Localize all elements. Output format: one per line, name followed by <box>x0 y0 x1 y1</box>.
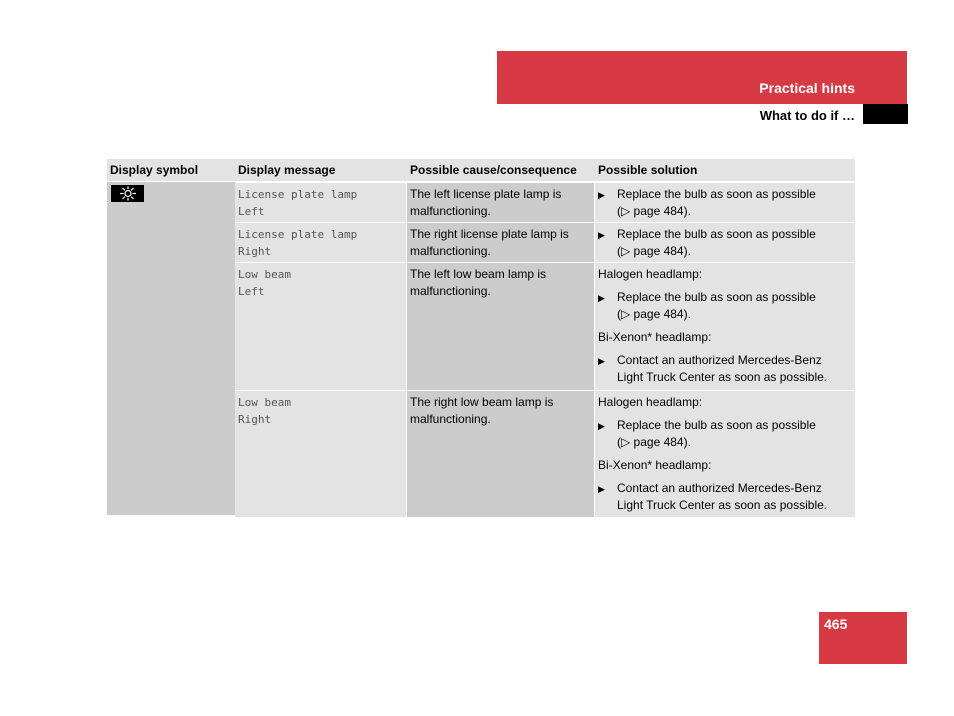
table-row <box>235 390 855 517</box>
page-reference: (▷ page 484). <box>617 307 691 321</box>
xenon-label: Bi-Xenon* headlamp: <box>598 330 712 344</box>
halogen-label: Halogen headlamp: <box>598 395 703 409</box>
xenon-label: Bi-Xenon* headlamp: <box>598 458 712 472</box>
solution-cell <box>595 263 855 390</box>
bullet-arrow-icon: ▶ <box>598 230 605 240</box>
section-tab-marker <box>863 104 908 124</box>
table-header-row <box>107 159 855 181</box>
column-header: Display message <box>235 159 407 181</box>
solution-bullet: ▶ Replace the bulb as soon as possible (▷ page 484). <box>598 187 816 218</box>
bullet-arrow-icon: ▶ <box>598 421 605 431</box>
page-reference: (▷ page 484). <box>617 204 691 218</box>
solution-bullet: ▶ Contact an authorized Mercedes-Benz Light Truck Center as soon as possible. <box>598 353 828 384</box>
page-reference: (▷ page 484). <box>617 435 691 449</box>
section-title: Practical hints <box>759 80 855 96</box>
column-header: Possible solution <box>595 159 855 181</box>
table-row <box>235 182 855 222</box>
lamp-indicator-icon <box>111 185 144 202</box>
table-body <box>235 182 855 517</box>
table-row <box>235 222 855 262</box>
cause-cell: The right license plate lamp is malfunctioning. <box>407 223 595 262</box>
display-symbol-cell <box>107 182 235 515</box>
cause-cell: The left low beam lamp is malfunctioning. <box>407 263 595 390</box>
page-reference: (▷ page 484). <box>617 244 691 258</box>
display-message-cell: Low beam Left <box>235 263 407 390</box>
cause-cell: The left license plate lamp is malfunctioning. <box>407 183 595 222</box>
table-row <box>235 262 855 390</box>
header-banner <box>497 51 907 104</box>
solution-cell <box>595 223 855 262</box>
display-message-cell: License plate lamp Right <box>235 223 407 262</box>
column-header: Display symbol <box>107 159 235 181</box>
solution-bullet: ▶ Contact an authorized Mercedes-Benz Light Truck Center as soon as possible. <box>598 481 828 512</box>
solution-bullet: ▶ Replace the bulb as soon as possible (▷ page 484). <box>598 418 816 449</box>
display-message-cell: License plate lamp Left <box>235 183 407 222</box>
halogen-label: Halogen headlamp: <box>598 267 703 281</box>
bullet-arrow-icon: ▶ <box>598 484 605 494</box>
solution-bullet: ▶ Replace the bulb as soon as possible (▷ page 484). <box>598 290 816 321</box>
display-message-cell: Low beam Right <box>235 391 407 517</box>
bullet-arrow-icon: ▶ <box>598 293 605 303</box>
bullet-arrow-icon: ▶ <box>598 190 605 200</box>
solution-bullet: ▶ Replace the bulb as soon as possible (▷ page 484). <box>598 227 816 258</box>
cause-cell: The right low beam lamp is malfunctioning. <box>407 391 595 517</box>
troubleshooting-table <box>107 159 855 512</box>
solution-cell <box>595 183 855 222</box>
page-number: 465 <box>824 616 848 632</box>
column-header: Possible cause/consequence <box>407 159 595 181</box>
solution-cell <box>595 391 855 517</box>
bullet-arrow-icon: ▶ <box>598 356 605 366</box>
subsection-title: What to do if … <box>759 108 855 123</box>
